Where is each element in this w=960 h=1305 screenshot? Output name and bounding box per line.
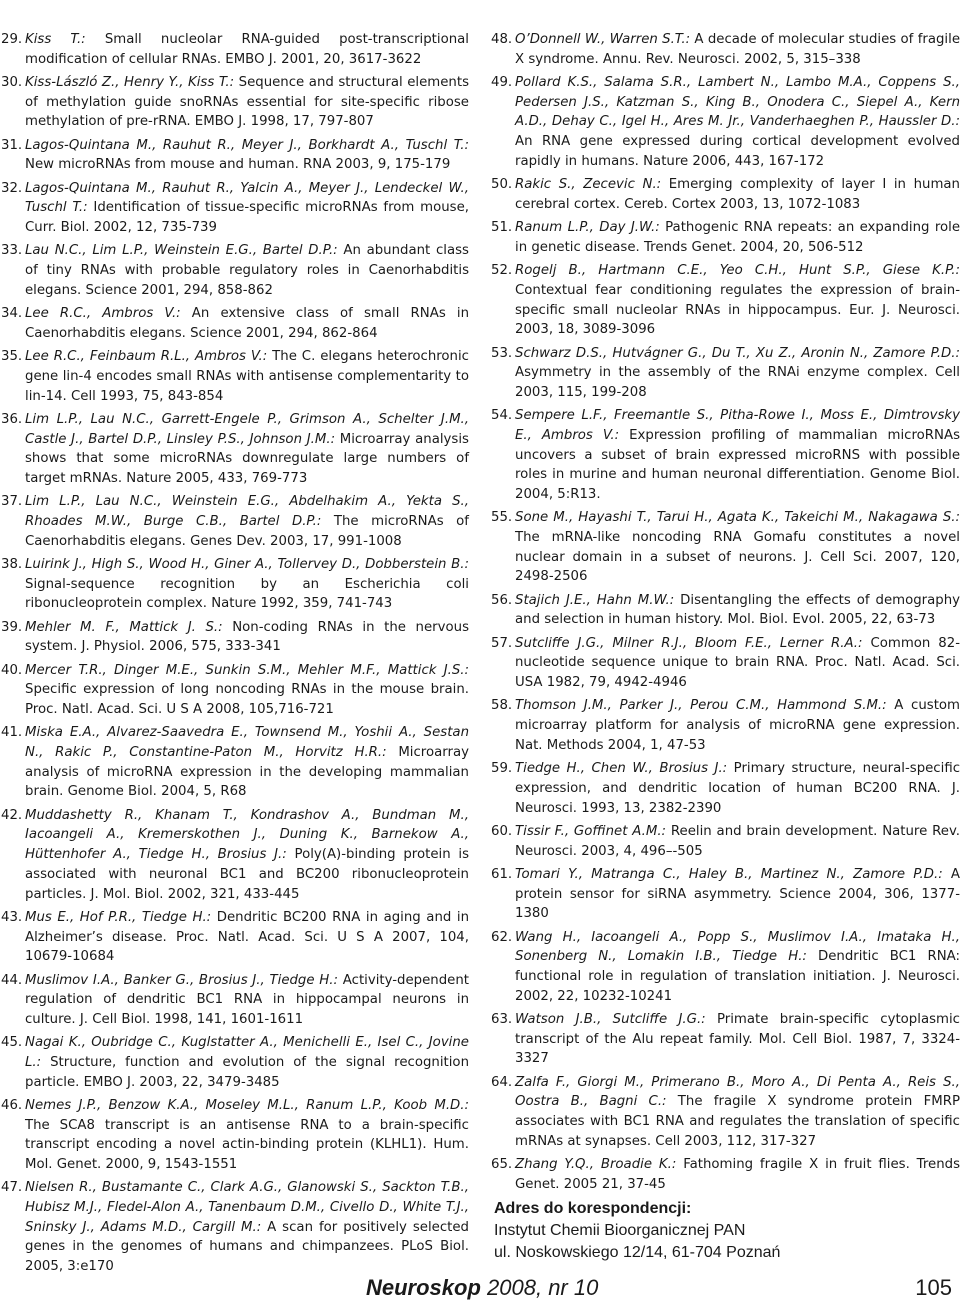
- reference-text: The microRNAs of Caenorhabditis elegans. Genes Dev. 2003, 17, 991-1008: [25, 513, 469, 549]
- reference-number: 43.: [1, 909, 23, 925]
- reference-authors: Stajich J.E., Hahn M.W.:: [515, 592, 675, 608]
- reference-authors: Lim L.P., Lau N.C., Garrett-Engele P., Grimson A., Schelter J.M., Castle J., Bartel D.P., Linsley P.S., Johnson J.M.:: [25, 411, 469, 447]
- reference-text: Poly(A)-binding protein is associated with neuronal BC1 and BC200 ribonucleoprotein particles. J. Mol. Biol. 2002, 321, 433-445: [25, 847, 469, 902]
- reference-entry: [491, 865, 960, 924]
- reference-entry: [1, 410, 469, 489]
- reference-number: 35.: [1, 349, 23, 365]
- reference-number: 63.: [491, 1011, 513, 1027]
- reference-authors: Sutcliffe J.G., Milner R.J., Bloom F.E., Lerner R.A.:: [515, 635, 863, 651]
- reference-text: Contextual fear conditioning regulates the expression of brain-specific small nucleolar RNAs in hippocampus. Eur. J. Neurosci. 2003, 18, 3089-3096: [515, 282, 960, 338]
- reference-text: Small nucleolar RNA-guided post-transcriptional modification of cellular RNAs. EMBO J. 2001, 20, 3617-3622: [25, 32, 469, 67]
- reference-number: 65.: [491, 1157, 513, 1173]
- reference-text: Dendritic BC200 RNA in aging and in Alzheimer’s disease. Proc. Natl. Acad. Sci. U S A 2007, 104, 10679-10684: [25, 909, 469, 965]
- reference-entry: [1, 304, 469, 343]
- references-right-column: [491, 30, 960, 1198]
- reference-text: An extensive class of small RNAs in Caenorhabditis elegans. Science 2001, 294, 862-864: [25, 306, 469, 341]
- reference-entry: [1, 73, 469, 132]
- reference-text: Common 82-nucleotide sequence unique to brain RNA. Proc. Natl. Acad. Sci. USA 1982, 79, 4942-4946: [515, 635, 960, 691]
- reference-authors: Tissir F., Goffinet A.M.:: [515, 823, 667, 839]
- reference-text: The fragile X syndrome protein FMRP associates with BC1 RNA and regulates the translation of specific mRNAs at synapses. Cell 2003, 112, 317-327: [515, 1094, 960, 1149]
- reference-authors: Kiss-László Z., Henry Y., Kiss T.:: [25, 75, 235, 90]
- reference-authors: Thomson J.M., Parker J., Perou C.M., Hammond S.M.:: [515, 698, 887, 714]
- reference-text: Emerging complexity of layer I in human cerebral cortex. Cereb. Cortex 2003, 13, 1072-1083: [515, 177, 960, 212]
- reference-authors: Tiedge H., Chen W., Brosius J.:: [515, 761, 728, 777]
- reference-number: 48.: [491, 32, 513, 47]
- reference-number: 46.: [1, 1097, 23, 1113]
- reference-text: Specific expression of long noncoding RNAs in the mouse brain. Proc. Natl. Acad. Sci. U S A 2008, 105,716-721: [25, 682, 469, 718]
- reference-text: Microarray analysis shows that some microRNAs downregulate large numbers of target mRNAs. Nature 2005, 433, 769-773: [25, 431, 469, 486]
- reference-number: 38.: [1, 556, 23, 572]
- reference-text: Sequence and structural elements of methylation guide snoRNAs essential for site-specific ribose methylation of pre-rRNA. EMBO J. 1998, 17, 797-807: [25, 75, 469, 130]
- reference-text: Expression profiling of mammalian microRNAs uncovers a subset of brain expressed microRNS with possible roles in murine and human neuronal differentiation. Genome Biol. 2004, 5:R13.: [515, 427, 960, 503]
- reference-number: 61.: [491, 866, 513, 882]
- reference-text: Non-coding RNAs in the nervous system. J. Physiol. 2006, 575, 333-341: [25, 619, 469, 655]
- reference-number: 56.: [491, 592, 513, 608]
- reference-number: 31.: [1, 137, 23, 153]
- reference-entry: [1, 30, 469, 69]
- reference-authors: Muddashetty R., Khanam T., Kondrashov A., Bundman M., Iacoangeli A., Kremerskothen J., Duning K., Barnekow A., Hüttenhofer A., Tiedge H., Brosius J.:: [25, 807, 469, 863]
- reference-authors: Rogelj B., Hartmann C.E., Yeo C.H., Hunt S.P., Giese K.P.:: [515, 263, 960, 279]
- reference-entry: [1, 555, 469, 614]
- reference-number: 32.: [1, 180, 23, 196]
- reference-entry: [491, 30, 960, 69]
- reference-entry: [1, 618, 469, 657]
- reference-text: A protein sensor for siRNA asymmetry. Science 2004, 306, 1377-1380: [515, 866, 960, 922]
- reference-number: 41.: [1, 725, 23, 741]
- reference-entry: [1, 136, 469, 175]
- reference-entry: [491, 759, 960, 818]
- reference-text: Identification of tissue-specific microRNAs from mouse, Curr. Biol. 2002, 12, 735-739: [25, 200, 469, 236]
- reference-authors: Miska E.A., Alvarez-Saavedra E., Townsend M., Yoshii A., Sestan N., Rakic P., Constantine-Paton M., Horvitz H.R.:: [25, 725, 469, 761]
- reference-text: Asymmetry in the assembly of the RNAi enzyme complex. Cell 2003, 115, 199-208: [515, 365, 960, 400]
- reference-authors: Mercer T.R., Dinger M.E., Sunkin S.M., Mehler M.F., Mattick J.S.:: [25, 662, 469, 678]
- reference-text: The mRNA-like noncoding RNA Gomafu constitutes a novel nuclear domain in a subset of neurons. J. Cell Sci. 2007, 120, 2498-2506: [515, 530, 960, 585]
- reference-number: 40.: [1, 662, 23, 678]
- correspondence-address: ul. Noskowskiego 12/14, 61-704 Poznań: [494, 1244, 781, 1261]
- journal-citation: [366, 1275, 598, 1301]
- reference-text: Signal-sequence recognition by an Escherichia coli ribonucleoprotein complex. Nature 1992, 359, 741-743: [25, 576, 469, 612]
- reference-entry: [1, 1096, 469, 1175]
- reference-authors: Lee R.C., Feinbaum R.L., Ambros V.:: [25, 349, 268, 365]
- reference-number: 42.: [1, 807, 23, 823]
- reference-authors: Mehler M. F., Mattick J. S.:: [25, 619, 223, 635]
- reference-number: 51.: [491, 220, 513, 236]
- reference-entry: [491, 591, 960, 630]
- reference-entry: [491, 406, 960, 505]
- reference-entry: [1, 1033, 469, 1092]
- reference-authors: Mus E., Hof P.R., Tiedge H.:: [25, 909, 212, 925]
- reference-authors: Zhang Y.Q., Broadie K.:: [515, 1157, 677, 1173]
- reference-entry: [491, 1073, 960, 1152]
- reference-text: Microarray analysis of microRNA expression in the developing mammalian brain. Genome Biol. 2004, 5, R68: [25, 745, 469, 800]
- correspondence-institution: Instytut Chemii Bioorganicznej PAN: [494, 1222, 746, 1239]
- reference-authors: Nemes J.P., Benzow K.A., Moseley M.L., Ranum L.P., Koob M.D.:: [25, 1097, 469, 1113]
- reference-entry: [491, 928, 960, 1007]
- reference-text: An RNA gene expressed during cortical development evolved rapidly in humans. Nature 2006, 443, 167-172: [515, 134, 960, 169]
- reference-text: Disentangling the effects of demography and selection in human history. Mol. Biol. Evol. 2005, 22, 63-73: [515, 592, 960, 628]
- reference-text: The SCA8 transcript is an antisense RNA to a brain-specific transcript encoding a novel actin-binding protein (KLHL1). Hum. Mol. Genet. 2000, 9, 1543-1551: [25, 1117, 469, 1173]
- reference-text: A scan for positively selected genes in the genomes of humans and chimpanzees. PLoS Biol. 2005, 3:e170: [25, 1219, 469, 1275]
- reference-number: 45.: [1, 1035, 23, 1051]
- reference-entry: [491, 1010, 960, 1069]
- reference-number: 58.: [491, 698, 513, 714]
- journal-issue: 2008, nr 10: [480, 1275, 599, 1300]
- reference-authors: Lau N.C., Lim L.P., Weinstein E.G., Bartel D.P.:: [25, 243, 338, 259]
- reference-entry: [491, 634, 960, 693]
- reference-entry: [491, 508, 960, 587]
- reference-number: 44.: [1, 972, 23, 988]
- reference-authors: Tomari Y., Matranga C., Haley B., Martinez N., Zamore P.D.:: [515, 866, 943, 882]
- reference-text: The C. elegans heterochronic gene lin-4 encodes small RNAs with antisense complementarity to lin-14. Cell 1993, 75, 843-854: [25, 349, 469, 404]
- reference-number: 59.: [491, 761, 513, 777]
- reference-text: Dendritic BC1 RNA: functional role in regulation of translation initiation. J. Neurosci. 2002, 22, 10232-10241: [515, 949, 960, 1004]
- reference-number: 53.: [491, 345, 513, 361]
- reference-number: 62.: [491, 929, 513, 945]
- reference-entry: [491, 218, 960, 257]
- reference-authors: Luirink J., High S., Wood H., Giner A., Tollervey D., Dobberstein B.:: [25, 556, 469, 572]
- reference-authors: Muslimov I.A., Banker G., Brosius J., Tiedge H.:: [25, 972, 339, 988]
- reference-authors: Nielsen R., Bustamante C., Clark A.G., Glanowski S., Sackton T.B., Hubisz M.J., Fledel-Alon A., Tanenbaum D.M., Civello D., White T.J., Sninsky J., Adams M.D., Cargill M.:: [25, 1180, 469, 1235]
- reference-number: 47.: [1, 1180, 23, 1196]
- reference-number: 29.: [1, 32, 23, 47]
- reference-entry: [491, 175, 960, 214]
- reference-number: 60.: [491, 823, 513, 839]
- reference-authors: Lim L.P., Lau N.C., Weinstein E.G., Abdelhakim A., Yekta S., Rhoades M.W., Burge C.B., Bartel D.P.:: [25, 494, 469, 529]
- reference-number: 64.: [491, 1074, 513, 1090]
- page-number: 105: [915, 1275, 952, 1300]
- reference-authors: Pollard K.S., Salama S.R., Lambert N., Lambo M.A., Coppens S., Pedersen J.S., Katzman S., King B., Onodera C., Siepel A., Kern A.D., Dehay C., Igel H., Ares M. Jr., Vanderhaeghen P., Haussler D.:: [515, 75, 960, 130]
- reference-text: Activity-dependent regulation of dendritic BC1 RNA in hippocampal neurons in culture. J. Cell Biol. 1998, 141, 1601-1611: [25, 972, 469, 1027]
- reference-entry: [1, 971, 469, 1030]
- reference-authors: Nagai K., Oubridge C., Kuglstatter A., Menichelli E., Isel C., Jovine L.:: [25, 1035, 469, 1070]
- reference-entry: [491, 73, 960, 172]
- reference-entry: [491, 696, 960, 755]
- reference-text: Structure, function and evolution of the signal recognition particle. EMBO J. 2003, 22, 3479-3485: [25, 1054, 469, 1090]
- reference-authors: O’Donnell W., Warren S.T.:: [515, 32, 691, 47]
- reference-number: 57.: [491, 635, 513, 651]
- reference-authors: Sone M., Hayashi T., Tarui H., Agata K., Takeichi M., Nakagawa S.:: [515, 510, 960, 526]
- references-left-column: [1, 30, 469, 1280]
- reference-entry: [1, 723, 469, 802]
- reference-entry: [491, 261, 960, 340]
- reference-text: A custom microarray platform for analysis of microRNA gene expression. Nat. Methods 2004, 1, 47-53: [515, 698, 960, 753]
- reference-entry: [1, 492, 469, 551]
- reference-entry: [491, 1155, 960, 1194]
- reference-text: Primary structure, neural-specific expression, and dendritic location of human BC200 RNA. J. Neurosci. 1993, 13, 2382-2390: [515, 761, 960, 816]
- reference-authors: Lagos-Quintana M., Rauhut R., Meyer J., Borkhardt A., Tuschl T.:: [25, 137, 469, 153]
- reference-entry: [491, 822, 960, 861]
- journal-name: Neuroskop: [366, 1275, 481, 1300]
- reference-authors: Ranum L.P., Day J.W.:: [515, 220, 660, 236]
- reference-number: 55.: [491, 510, 513, 526]
- reference-text: An abundant class of tiny RNAs with probable regulatory roles in Caenorhabditis elegans. Science 2001, 294, 858-862: [25, 243, 469, 298]
- reference-number: 49.: [491, 75, 513, 90]
- reference-entry: [1, 179, 469, 238]
- reference-text: Primate brain-specific cytoplasmic transcript of the Alu repeat family. Mol. Cell Biol. 1987, 7, 3324-3327: [515, 1011, 960, 1067]
- reference-authors: Rakic S., Zecevic N.:: [515, 177, 662, 193]
- correspondence-block: [494, 1198, 954, 1264]
- correspondence-heading: Adres do korespondencji:: [494, 1200, 692, 1217]
- reference-authors: Kiss T.:: [25, 32, 86, 47]
- reference-text: New microRNAs from mouse and human. RNA 2003, 9, 175-179: [25, 157, 451, 173]
- reference-authors: Schwarz D.S., Hutvágner G., Du T., Xu Z., Aronin N., Zamore P.D.:: [515, 345, 960, 361]
- reference-authors: Lee R.C., Ambros V.:: [25, 306, 181, 322]
- reference-entry: [1, 241, 469, 300]
- reference-authors: Zalfa F., Giorgi M., Primerano B., Moro A., Di Penta A., Reis S., Oostra B., Bagni C.:: [515, 1074, 960, 1110]
- reference-entry: [1, 347, 469, 406]
- reference-text: Fathoming fragile X in fruit flies. Trends Genet. 2005 21, 37-45: [515, 1157, 960, 1192]
- reference-authors: Wang H., Iacoangeli A., Popp S., Muslimov I.A., Imataka H., Sonenberg N., Lomakin I.B., Tiedge H.:: [515, 929, 960, 965]
- reference-number: 34.: [1, 306, 23, 322]
- reference-text: A decade of molecular studies of fragile X syndrome. Annu. Rev. Neurosci. 2002, 5, 315–338: [515, 32, 960, 67]
- page-footer: [0, 1275, 960, 1305]
- reference-number: 50.: [491, 177, 513, 193]
- reference-entry: [1, 1178, 469, 1277]
- reference-entry: [1, 806, 469, 905]
- reference-number: 39.: [1, 619, 23, 635]
- reference-entry: [1, 908, 469, 967]
- reference-text: Pathogenic RNA repeats: an expanding role in genetic disease. Trends Genet. 2004, 20, 506-512: [515, 220, 960, 255]
- reference-text: Reelin and brain development. Nature Rev. Neurosci. 2003, 4, 496–-505: [515, 823, 960, 859]
- reference-number: 37.: [1, 494, 23, 510]
- reference-number: 30.: [1, 75, 23, 90]
- reference-entry: [491, 344, 960, 403]
- reference-number: 54.: [491, 408, 513, 424]
- reference-authors: Lagos-Quintana M., Rauhut R., Yalcin A., Meyer J., Lendeckel W., Tuschl T.:: [25, 180, 469, 216]
- reference-entry: [1, 661, 469, 720]
- reference-authors: Sempere L.F., Freemantle S., Pitha-Rowe I., Moss E., Dimtrovsky E., Ambros V.:: [515, 408, 960, 443]
- reference-number: 52.: [491, 263, 513, 279]
- reference-number: 36.: [1, 411, 23, 427]
- reference-authors: Watson J.B., Sutcliffe J.G.:: [515, 1011, 706, 1027]
- reference-number: 33.: [1, 243, 23, 259]
